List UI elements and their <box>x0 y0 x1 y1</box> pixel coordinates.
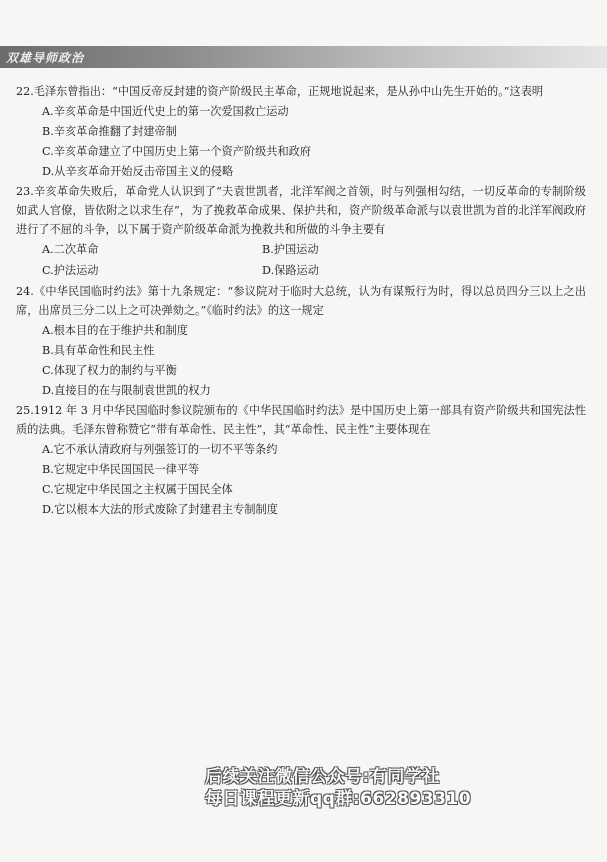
question-stem: 24.《中华民国临时约法》第十九条规定：“参议院对于临时大总统，认为有谋叛行为时，得以总员四分三以上之出席，出席员三分二以上之可决弹劾之。”《临时约法》的这一规定 <box>16 285 586 317</box>
option-c: C.护法运动 <box>42 264 99 277</box>
header-band <box>0 46 607 68</box>
option-b: B.护国运动 <box>262 243 319 256</box>
option-b: B.它规定中华民国国民一律平等 <box>42 463 200 476</box>
watermark-line-2: 每日课程更新qq群:662893310 <box>205 789 472 809</box>
options-row <box>16 260 586 281</box>
option-d: D.直接目的在与限制袁世凯的权力 <box>42 384 211 397</box>
header-label: 双雄导师政治 <box>6 51 85 65</box>
watermark <box>205 766 471 810</box>
option-b: B.辛亥革命推翻了封建帝制 <box>42 125 177 138</box>
option-a: A.辛亥革命是中国近代史上的第一次爱国救亡运动 <box>42 105 289 118</box>
option-a: A.根本目的在于维护共和制度 <box>42 324 188 337</box>
question-23 <box>16 182 586 281</box>
option-c: C.体现了权力的制约与平衡 <box>42 364 177 377</box>
option-c: C.辛亥革命建立了中国历史上第一个资产阶级共和政府 <box>42 145 312 158</box>
question-stem: 25.1912 年 3 月中华民国临时参议院颁布的《中华民国临时约法》是中国历史上第一部具有资产阶级共和国宪法性质的法典。毛泽东曾称赞它“带有革命性、民主性”，其“革命性、民主性”主要体现在 <box>16 404 586 436</box>
options-row <box>16 239 586 260</box>
question-stem: 23.辛亥革命失败后，革命党人认识到了“夫袁世凯者，北洋军阀之首领，时与列强相勾结，一切反革命的专制阶级如武人官僚，皆依附之以求生存”，为了挽救革命成果、保护共和，资产阶级革命派与以袁世凯为首的北洋军阀政府进行了不屈的斗争，以下属于资产阶级革命派为挽救共和所做的斗争主要有 <box>16 185 586 236</box>
option-a: A.它不承认清政府与列强签订的一切不平等条约 <box>42 443 278 456</box>
questions-area <box>16 82 586 520</box>
question-25 <box>16 401 586 519</box>
option-c: C.它规定中华民国之主权属于国民全体 <box>42 483 233 496</box>
option-d: D.它以根本大法的形式废除了封建君主专制制度 <box>42 503 278 516</box>
question-24 <box>16 282 586 400</box>
option-a: A.二次革命 <box>42 243 99 256</box>
option-b: B.具有革命性和民主性 <box>42 344 155 357</box>
option-d: D.保路运动 <box>262 264 319 277</box>
question-stem: 22.毛泽东曾指出：“中国反帝反封建的资产阶级民主革命，正规地说起来，是从孙中山先生开始的。”这表明 <box>16 85 544 98</box>
watermark-line-1: 后续关注微信公众号:有同学社 <box>205 767 440 787</box>
option-d: D.从辛亥革命开始反击帝国主义的侵略 <box>42 165 234 178</box>
question-22 <box>16 82 586 181</box>
